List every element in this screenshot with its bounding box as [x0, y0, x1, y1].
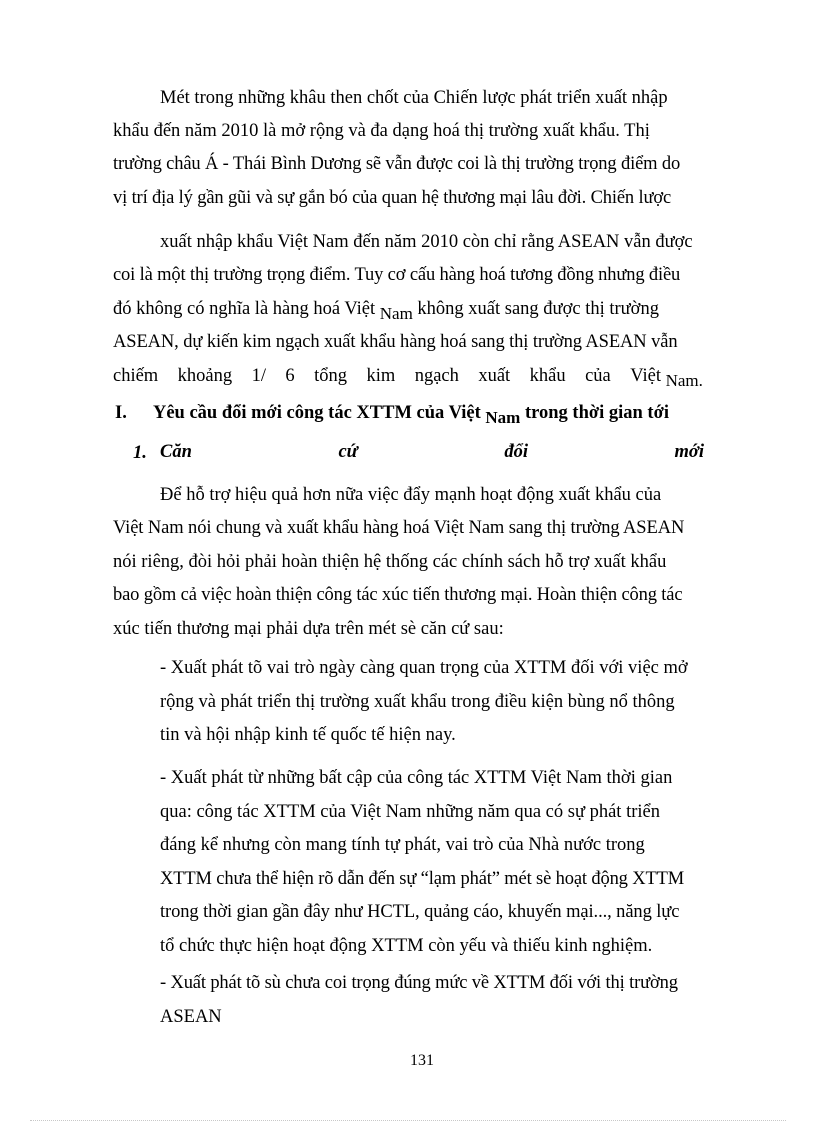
word: kim — [366, 366, 396, 386]
paragraph-line — [113, 364, 703, 388]
subscript-text: Nam. — [665, 371, 703, 390]
paragraph-line: Mét trong những khâu then chốt của Chiến lược phát triển xuất nhập — [160, 88, 668, 108]
word — [630, 364, 703, 388]
paragraph-line: trường châu Á - Thái Bình Dương sẽ vẫn được coi là thị trường trọng điểm do — [113, 154, 681, 174]
page-bottom-divider — [30, 1120, 786, 1121]
word: tổng — [314, 366, 348, 386]
word: cứ — [338, 442, 358, 462]
bullet-line: - Xuất phát từ những bất cập của công tác XTTM Việt Nam thời gian — [160, 768, 673, 788]
paragraph-line: xúc tiến thương mại phải dựa trên mét sè căn cứ sau: — [113, 619, 504, 639]
page-number: 131 — [410, 1052, 434, 1069]
text-run: đó không có nghĩa là hàng hoá Việt — [113, 299, 376, 319]
subscript-text: Nam — [379, 304, 413, 323]
word: 6 — [285, 366, 295, 386]
word: khoảng — [177, 366, 233, 386]
bullet-line: trong thời gian gần đây như HCTL, quảng cáo, khuyến mại..., năng lực — [160, 902, 680, 922]
paragraph-line: khẩu đến năm 2010 là mở rộng và đa dạng hoá thị trường xuất khẩu. Thị — [113, 121, 650, 141]
paragraph-line: vị trí địa lý gần gũi và sự gắn bó của quan hệ thương mại lâu đời. Chiến lược — [113, 188, 672, 208]
paragraph-line: Để hỗ trợ hiệu quả hơn nữa việc đẩy mạnh hoạt động xuất khẩu của — [160, 485, 662, 505]
bullet-line: - Xuất phát tõ vai trò ngày càng quan trọng của XTTM đối với việc mở — [160, 658, 688, 678]
paragraph-line: Việt Nam nói chung và xuất khẩu hàng hoá Việt Nam sang thị trường ASEAN — [113, 518, 685, 538]
text-run: không xuất sang được thị trường — [417, 299, 659, 319]
subsection-heading-text — [160, 440, 704, 464]
bullet-line: - Xuất phát tõ sù chưa coi trọng đúng mức về XTTM đối với thị trường — [160, 973, 678, 993]
paragraph-line — [113, 297, 659, 321]
bullet-line: rộng và phát triển thị trường xuất khẩu trong điều kiện bùng nổ thông — [160, 692, 675, 712]
heading-text: trong thời gian tới — [524, 403, 669, 423]
word: mới — [674, 442, 704, 462]
word: Căn — [160, 442, 192, 462]
heading-text: Yêu cầu đổi mới công tác XTTM của Việt — [152, 403, 481, 423]
word: chiếm — [113, 366, 159, 386]
paragraph-line: ASEAN, dự kiến kim ngạch xuất khẩu hàng hoá sang thị trường ASEAN vẫn — [113, 332, 678, 352]
paragraph-line: xuất nhập khẩu Việt Nam đến năm 2010 còn chỉ rằng ASEAN vẫn được — [160, 232, 693, 252]
subsection-heading — [133, 441, 147, 465]
word: đổi — [504, 442, 528, 462]
paragraph-line: nói riêng, đòi hỏi phải hoàn thiện hệ thống các chính sách hỗ trợ xuất khẩu — [113, 552, 667, 572]
bullet-line: XTTM chưa thể hiện rõ dẫn đến sự “lạm phát” mét sè hoạt động XTTM — [160, 869, 685, 889]
word: khẩu — [529, 366, 566, 386]
bullet-line: ASEAN — [160, 1007, 222, 1027]
word: ngạch — [414, 366, 459, 386]
heading-number: 1. — [133, 443, 147, 463]
word: 1/ — [251, 366, 266, 386]
heading-number: I. — [115, 403, 127, 423]
word-text: Việt — [630, 366, 661, 386]
paragraph-line: bao gồm cả việc hoàn thiện công tác xúc tiến thương mại. Hoàn thiện công tác — [113, 585, 683, 605]
bullet-line: qua: công tác XTTM của Việt Nam những năm qua có sự phát triển — [160, 802, 660, 822]
section-heading — [115, 401, 669, 425]
word: của — [585, 366, 611, 386]
bullet-line: đáng kể nhưng còn mang tính tự phát, vai trò của Nhà nước trong — [160, 835, 645, 855]
word: xuất — [478, 366, 511, 386]
bullet-line: tin và hội nhập kinh tế quốc tế hiện nay. — [160, 725, 456, 745]
bullet-line: tổ chức thực hiện hoạt động XTTM còn yếu và thiếu kinh nghiệm. — [160, 936, 653, 956]
subscript-text: Nam — [485, 408, 521, 427]
paragraph-line: coi là một thị trường trọng điểm. Tuy cơ cấu hàng hoá tương đồng nhưng điều — [113, 265, 681, 285]
